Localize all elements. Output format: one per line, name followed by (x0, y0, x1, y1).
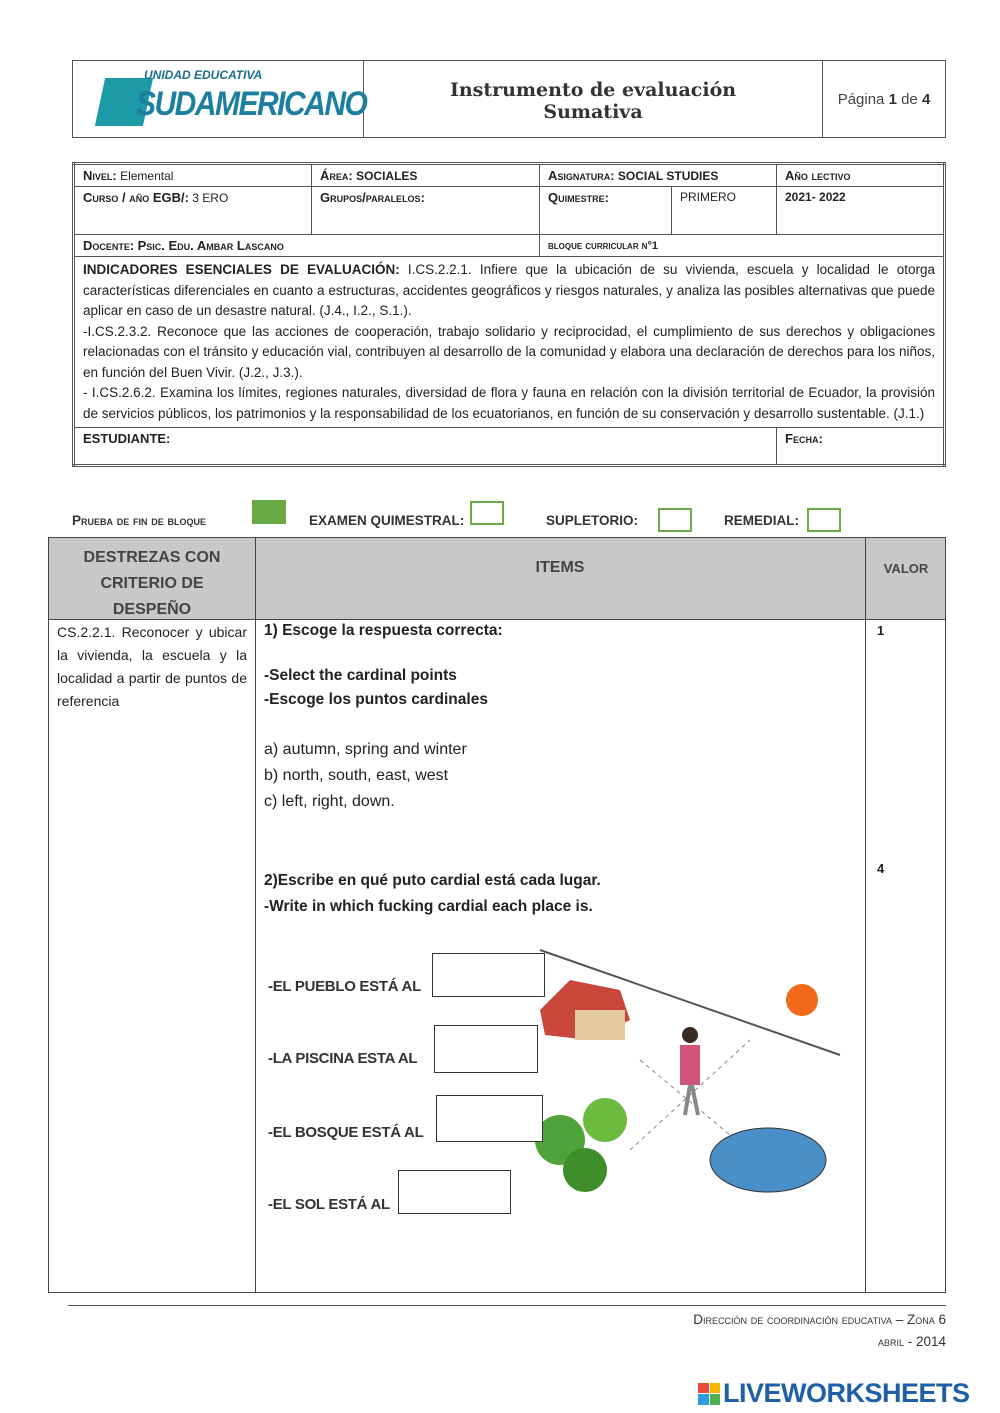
destreza-text: CS.2.2.1. Reconocer y ubicar la vivienda, la escuela y la localidad a partir de puntos de referencia (57, 624, 247, 709)
answer-bosque-input[interactable] (436, 1095, 543, 1142)
student-field[interactable]: ESTUDIANTE: (74, 428, 777, 466)
q1-value: 1 (877, 623, 885, 638)
asignatura-cell: Asignatura: SOCIAL STUDIES (540, 164, 777, 187)
logo-main-text: SUDAMERICANO (136, 85, 367, 123)
curso-cell: Curso / año EGB/: 3 ERO (74, 187, 312, 235)
label-bosque: -EL BOSQUE ESTÁ AL (268, 1124, 424, 1141)
q2-value: 4 (877, 861, 885, 876)
answer-pueblo-input[interactable] (432, 953, 545, 997)
header (72, 60, 946, 138)
label-sol: -EL SOL ESTÁ AL (268, 1196, 390, 1213)
pool-icon (710, 1128, 826, 1192)
page-indicator: Página 1 de 4 (837, 90, 931, 108)
q1-english: -Select the cardinal points (264, 667, 457, 684)
exam-type-selector (72, 500, 872, 532)
label-piscina: -LA PISCINA ESTA AL (268, 1050, 418, 1067)
examen-label: EXAMEN QUIMESTRAL: (309, 513, 465, 528)
q1-option[interactable]: c) left, right, down. (264, 793, 395, 810)
sun-icon (786, 984, 818, 1016)
bloque-cell: bloque curricular n°1 (540, 235, 945, 257)
grupos-cell: Grupos/paralelos: (312, 187, 540, 235)
info-table (72, 162, 946, 467)
column-divider (255, 538, 256, 1292)
document-title: Instrumento de evaluación Sumativa (364, 61, 823, 137)
footer-line2: abril - 2014 (877, 1334, 946, 1349)
prueba-label: Prueba de fin de bloque (72, 513, 207, 528)
quimestre-label-cell: Quimestre: (540, 187, 672, 235)
supletorio-label: SUPLETORIO: (546, 513, 639, 528)
date-field[interactable]: Fecha: (777, 428, 945, 466)
brand-squares-icon (698, 1383, 720, 1405)
docente-cell: Docente: Psic. Edu. Ambar Lascano (74, 235, 540, 257)
header-items: ITEMS (535, 559, 585, 576)
footer-line1: Dirección de coordinación educativa – Zona 6 (693, 1312, 946, 1327)
q1-option[interactable]: b) north, south, east, west (264, 767, 449, 784)
footer-divider (68, 1305, 946, 1306)
quimestre-cell: PRIMERO (672, 187, 777, 235)
brand-text: LIVEWORKSHEETS (723, 1378, 970, 1408)
forest-icon (535, 1098, 627, 1192)
label-pueblo: -EL PUEBLO ESTÁ AL (268, 978, 421, 995)
anio-cell: 2021- 2022 (777, 187, 945, 235)
indicators: INDICADORES ESENCIALES DE EVALUACIÓN: I.CS.2.2.1. Infiere que la ubicación de su vivienda, escuela y localidad le otorga características diferenciales en cuanto a estructuras, accidentes geográficos y riesgos naturales, y analiza las posibles alternativas que puede aplicar en caso de un desastre natural. (J.4., I.2., S.1.). -I.CS.2.3.2. Reconoce que las acciones de cooperación, trabajo solidario y reciprocidad, el cumplimiento de sus derechos y obligaciones relacionadas con el tránsito y educación vial, contribuyen al desarrollo de la comunidad y elabora una declaración de derechos para los niños, en función del Buen Vivir. (J.2., J.3.). - I.CS.2.6.2. Examina los límites, regiones naturales, diversidad de flora y fauna en relación con la división territorial de Ecuador, la provisión de servicios públicos, los patrimonios y la responsabilidad de los ecuatorianos, en función de su conservación y desarrollo sustentable. (J.1.) (74, 257, 945, 428)
remedial-label: REMEDIAL: (724, 513, 799, 528)
examen-checkbox[interactable] (470, 501, 504, 525)
answer-sol-input[interactable] (398, 1170, 511, 1214)
liveworksheets-logo (698, 1378, 970, 1409)
q1-spanish: -Escoge los puntos cardinales (264, 691, 488, 708)
header-destrezas: DESTREZAS CON CRITERIO DE DESPEÑO (83, 549, 221, 618)
q1-title: 1) Escoge la respuesta correcta: (264, 622, 503, 639)
logo-top-text: UNIDAD EDUCATIVA (144, 68, 263, 82)
answer-piscina-input[interactable] (434, 1025, 538, 1073)
q1-option[interactable]: a) autumn, spring and winter (264, 741, 467, 758)
cardinal-points-illustration (530, 940, 845, 1220)
remedial-checkbox[interactable] (807, 508, 841, 532)
header-valor: VALOR (883, 561, 929, 576)
nivel-cell: Nivel: Elemental (74, 164, 312, 187)
prueba-checkbox[interactable] (252, 500, 286, 524)
school-logo (73, 61, 367, 137)
column-divider (865, 538, 866, 1292)
town-icon (540, 980, 630, 1040)
area-cell: Área: SOCIALES (312, 164, 540, 187)
q2-title: 2)Escribe en qué puto cardial está cada lugar. (264, 872, 601, 889)
supletorio-checkbox[interactable] (658, 508, 692, 532)
anio-label-cell: Año lectivo (777, 164, 945, 187)
q2-english: -Write in which fucking cardial each place is. (264, 898, 593, 915)
